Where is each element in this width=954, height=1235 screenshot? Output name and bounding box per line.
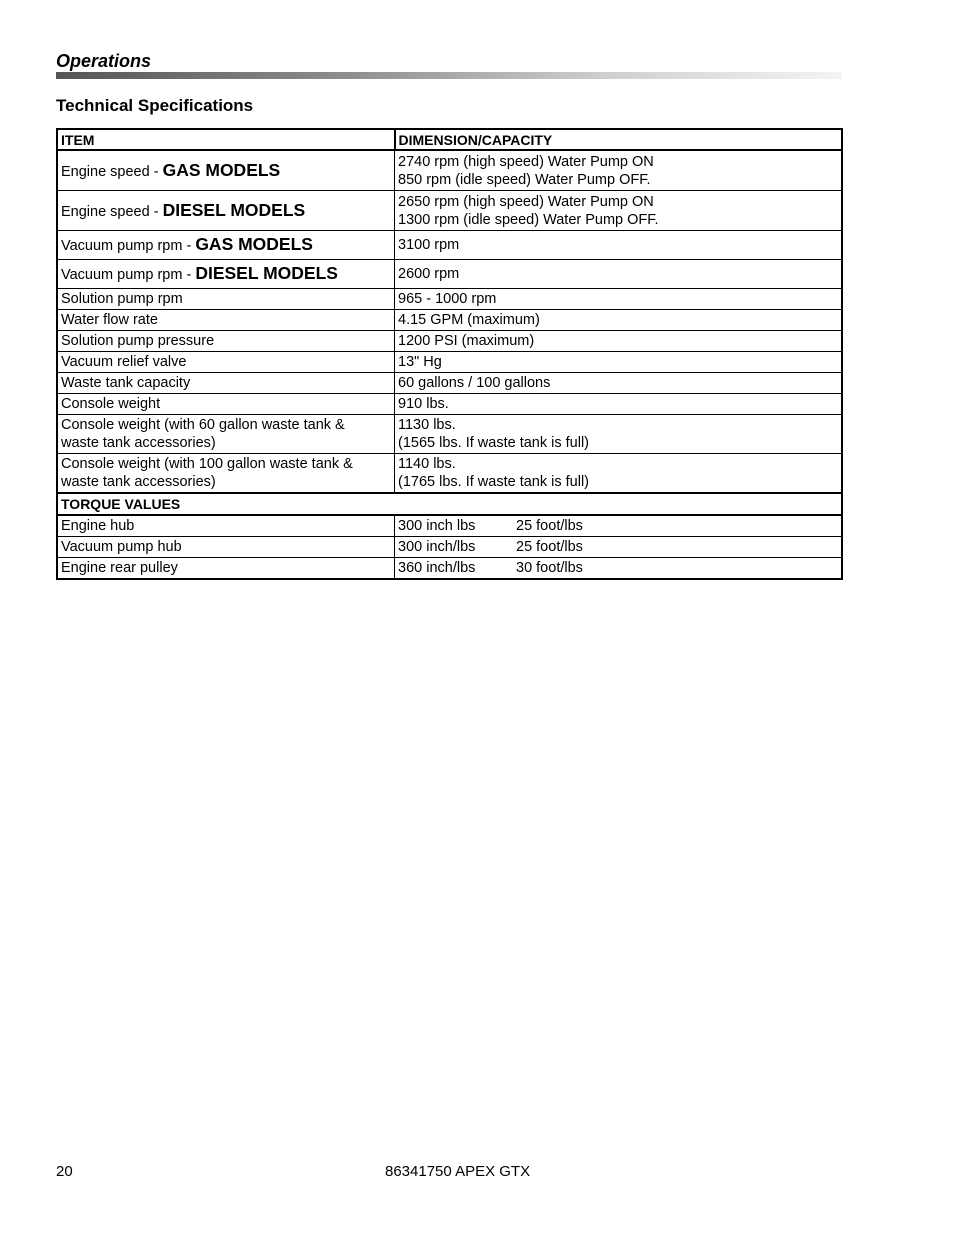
value-cell [395,454,843,494]
column-header-dimension: DIMENSION/CAPACITY [395,129,843,150]
value-cell [395,150,843,191]
item-label: Vacuum pump rpm - [61,267,196,283]
section-divider [56,72,842,79]
item-cell: Solution pump pressure [57,331,395,352]
item-cell: Solution pump rpm [57,289,395,310]
torque-values-heading-row [57,493,842,515]
document-id: 86341750 APEX GTX [385,1163,531,1180]
item-line: Console weight (with 100 gallon waste tank & [61,456,353,472]
table-row [57,454,842,494]
value-cell [395,415,843,454]
item-cell [57,231,395,260]
table-row [57,373,842,394]
item-cell: Water flow rate [57,310,395,331]
table-row [57,394,842,415]
value-cell: 910 lbs. [395,394,843,415]
table-header-row [57,129,842,150]
item-cell: Vacuum pump hub [57,537,395,558]
table-row [57,310,842,331]
section-title: Operations [56,51,152,71]
item-line: waste tank accessories) [61,435,216,451]
value-cell [395,537,843,558]
table-row [57,537,842,558]
torque-values-heading: TORQUE VALUES [57,493,842,515]
item-cell: Vacuum relief valve [57,352,395,373]
page-title: Technical Specifications [56,96,254,115]
technical-specifications-table [56,128,843,580]
item-line: waste tank accessories) [61,474,216,490]
value-line: (1565 lbs. If waste tank is full) [398,435,589,451]
item-label: Vacuum pump rpm - [61,238,196,254]
item-cell: Waste tank capacity [57,373,395,394]
value-cell: 3100 rpm [395,231,843,260]
item-label: Engine speed - [61,163,163,180]
table-row [57,289,842,310]
value-line: (1765 lbs. If waste tank is full) [398,474,589,490]
item-cell [57,260,395,289]
table-row [57,352,842,373]
torque-inch-value: 360 inch/lbs [398,560,476,576]
value-line: 2740 rpm (high speed) Water Pump ON [398,153,654,170]
item-cell: Console weight [57,394,395,415]
torque-inch-value: 300 inch lbs [398,518,476,534]
value-line: 1130 lbs. [398,417,456,433]
value-cell [395,558,843,580]
value-line: 2650 rpm (high speed) Water Pump ON [398,193,654,210]
model-label: GAS MODELS [195,234,313,254]
table-row [57,260,842,289]
value-cell: 13" Hg [395,352,843,373]
table-row [57,331,842,352]
torque-foot-value: 30 foot/lbs [516,560,583,576]
model-label: DIESEL MODELS [162,199,306,220]
value-cell [395,191,843,231]
value-line: 1300 rpm (idle speed) Water Pump OFF. [398,211,659,228]
value-cell: 60 gallons / 100 gallons [395,373,843,394]
table-row [57,515,842,537]
value-cell [395,515,843,537]
item-cell [57,191,395,231]
value-cell: 2600 rpm [395,260,843,289]
item-line: Console weight (with 60 gallon waste tank & [61,417,345,433]
model-label: GAS MODELS [162,159,281,180]
table-row [57,150,842,191]
table-row [57,558,842,580]
model-label: DIESEL MODELS [195,263,338,283]
column-header-item: ITEM [57,129,395,150]
torque-foot-value: 25 foot/lbs [516,518,583,534]
item-cell [57,150,395,191]
value-cell: 965 - 1000 rpm [395,289,843,310]
value-line: 850 rpm (idle speed) Water Pump OFF. [398,171,651,188]
value-cell: 4.15 GPM (maximum) [395,310,843,331]
page-number: 20 [56,1163,73,1180]
torque-foot-value: 25 foot/lbs [516,539,583,555]
torque-inch-value: 300 inch/lbs [398,539,476,555]
item-cell: Engine hub [57,515,395,537]
item-cell [57,415,395,454]
value-line: 1140 lbs. [398,456,456,472]
table-row [57,415,842,454]
value-cell: 1200 PSI (maximum) [395,331,843,352]
table-row [57,191,842,231]
item-cell [57,454,395,494]
item-cell: Engine rear pulley [57,558,395,580]
table-row [57,231,842,260]
item-label: Engine speed - [61,203,163,220]
